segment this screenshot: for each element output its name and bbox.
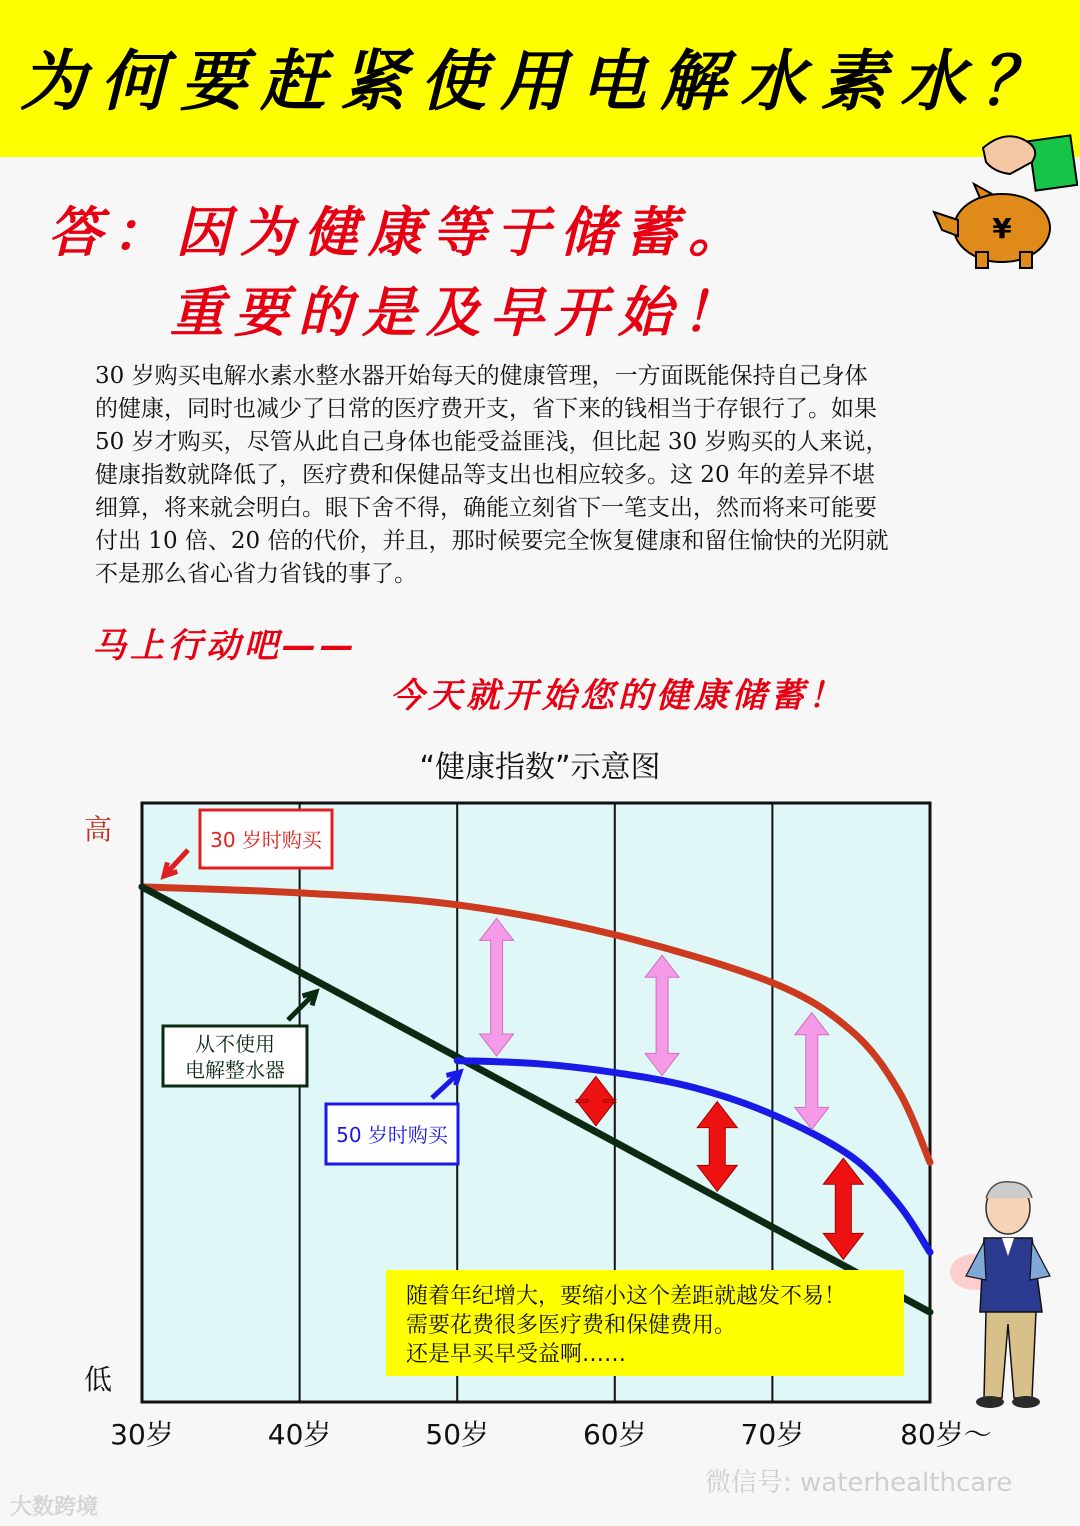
label-30-text: 30 岁时购买	[210, 828, 322, 852]
answer-line-1: 答：因为健康等于储蓄。	[48, 201, 752, 264]
paragraph-line: 30 岁购买电解水素水整水器开始每天的健康管理，一方面既能保持自己身体	[95, 363, 868, 389]
annotation-line: 还是早买早受益啊……	[406, 1342, 627, 1367]
annotation-line: 需要花费很多医疗费和保健费用。	[406, 1313, 737, 1338]
page-title: 为何要赶紧使用电解水素水？	[20, 43, 1060, 120]
answer-line-2: 重要的是及早开始！	[170, 281, 746, 344]
label-never-text: 从不使用	[195, 1032, 275, 1056]
annotation-line: 随着年纪增大，要缩小这个差距就越发不易！	[406, 1284, 847, 1309]
paragraph-line: 的健康，同时也减少了日常的医疗费开支，省下来的钱相当于存银行了。如果	[95, 396, 877, 422]
paragraph-line: 50 岁才购买，尽管从此自己身体也能受益匪浅，但比起 30 岁购买的人来说，	[95, 429, 889, 455]
elderly-man-illustration	[946, 1176, 1071, 1411]
y-label-low: 低	[84, 1363, 113, 1396]
x-tick-label: 30岁	[110, 1418, 174, 1451]
label-never-text: 电解整水器	[185, 1058, 285, 1082]
x-tick-label: 40岁	[267, 1418, 332, 1451]
source-watermark: 大数跨境	[10, 1495, 99, 1520]
paragraph-line: 细算，将来就会明白。眼下舍不得，确能立刻省下一笔支出，然而将来可能要	[95, 495, 877, 521]
x-tick-label: 70岁	[740, 1418, 805, 1451]
label-50-text: 50 岁时购买	[336, 1123, 448, 1147]
call-to-action-2: 今天就开始您的健康储蓄！	[390, 676, 846, 716]
x-tick-label: 50岁	[425, 1418, 490, 1451]
y-label-high: 高	[84, 813, 113, 846]
paragraph-line: 不是那么省心省力省钱的事了。	[95, 561, 417, 587]
x-tick-label: 60岁	[582, 1418, 647, 1451]
paragraph-line: 健康指数就降低了，医疗费和保健品等支出也相应较多。这 20 年的差异不堪	[95, 462, 875, 488]
paragraph-line: 付出 10 倍、20 倍的代价，并且，那时候要完全恢复健康和留住愉快的光阴就	[95, 528, 889, 554]
call-to-action-1: 马上行动吧——	[92, 626, 358, 666]
x-tick-label: 80岁～	[900, 1418, 992, 1451]
yen-symbol: ¥	[992, 212, 1012, 245]
chart-title: “健康指数”示意图	[419, 750, 661, 785]
wechat-watermark: 微信号: waterhealthcare	[705, 1468, 1013, 1498]
chart-annotation	[386, 1270, 904, 1376]
